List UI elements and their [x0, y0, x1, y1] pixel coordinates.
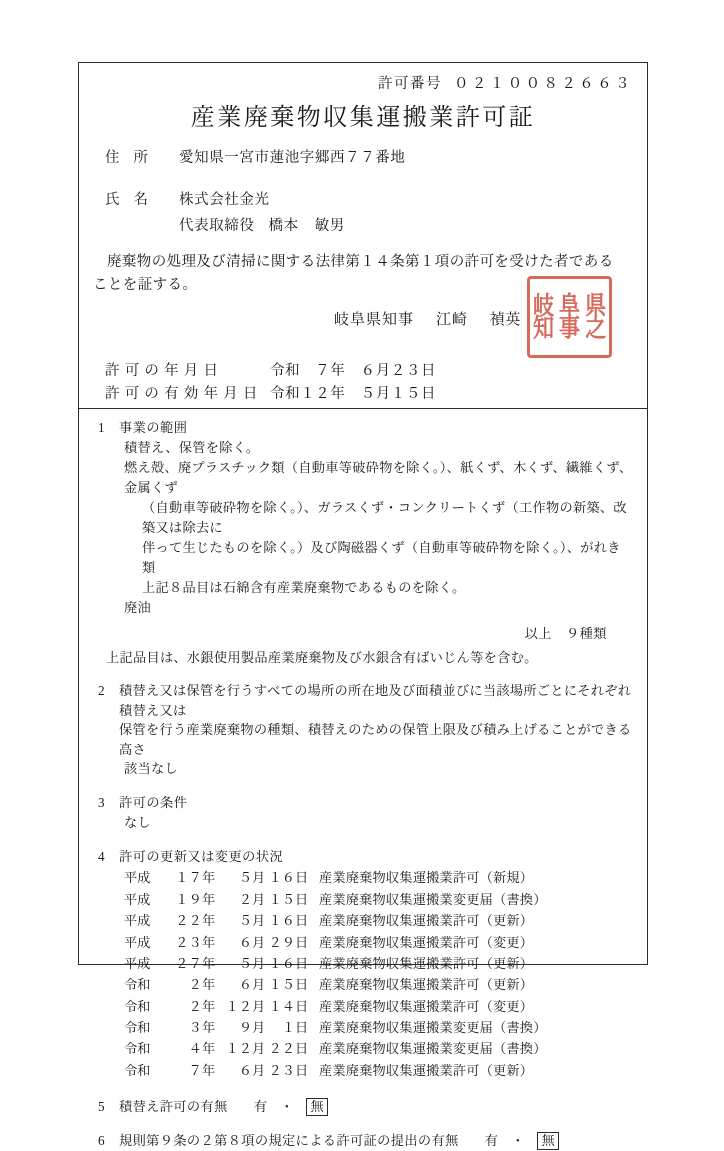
section-2-title-line-2: 保管を行う産業廃棄物の種類、積替えのための保管上限及び積み上げることができる高さ [119, 722, 632, 757]
option-separator: ・ [511, 1133, 525, 1149]
history-era: 平成 [124, 913, 151, 929]
history-year-unit: 年 [202, 1020, 216, 1036]
history-row [124, 1038, 633, 1059]
section-3-heading [93, 793, 633, 813]
history-description: 産業廃棄物収集運搬業変更届（書換） [319, 1041, 547, 1057]
history-year-unit: 年 [202, 1041, 216, 1057]
history-month: ５ [238, 870, 252, 886]
issue-date-row [105, 359, 436, 380]
history-month-unit: 月 [252, 934, 266, 950]
history-month: ９ [238, 1020, 252, 1036]
history-description: 産業廃棄物収集運搬業許可（変更） [319, 998, 534, 1014]
history-day-unit: 日 [295, 977, 309, 993]
permit-number-value: ０２１００８２６６３ [454, 76, 633, 92]
asbestos-exclusion-note: 上記８品目は石綿含有産業廃棄物であるものを除く。 [142, 579, 466, 595]
history-year-unit: 年 [202, 913, 216, 929]
history-year-unit: 年 [202, 1062, 216, 1078]
mercury-waste-note: 上記品目は、水銀使用製品産業廃棄物及び水銀含有ばいじん等を含む。 [106, 650, 538, 666]
option-yes[interactable]: 有 [253, 1099, 268, 1115]
company-name-row [105, 188, 270, 209]
history-year-unit: 年 [202, 870, 216, 886]
legal-statement: 廃棄物の処理及び清掃に関する法律第１４条第１項の許可を受けた者であることを証する。 [93, 254, 614, 294]
waste-type-total [93, 624, 633, 644]
history-day: １６ [268, 913, 295, 929]
waste-oil-item: 廃油 [124, 599, 151, 615]
history-era: 平成 [124, 891, 151, 907]
certificate-header [79, 63, 647, 409]
history-year-unit: 年 [202, 891, 216, 907]
section-5-title: 積替え許可の有無 [119, 1099, 228, 1115]
history-description: 産業廃棄物収集運搬業許可（更新） [319, 955, 534, 971]
section-1-number: 1 [98, 420, 105, 435]
history-day-unit: 日 [295, 913, 309, 929]
history-day-unit: 日 [295, 870, 309, 886]
section-1-title: 事業の範囲 [119, 420, 188, 435]
section-3-number: 3 [98, 795, 105, 811]
waste-line-3: 伴って生じたものを除く。）及び陶磁器くず（自動車等破砕物を除く。）、がれき類 [142, 539, 621, 575]
governor-title: 岐阜県知事 [334, 312, 415, 328]
seal-character: 岐 [532, 290, 554, 321]
section-5-choice-line [119, 1097, 328, 1117]
issue-date-value: 令和 ７年 ６月２３日 [270, 363, 437, 379]
history-year: ４ [188, 1041, 202, 1057]
history-day: １６ [268, 870, 295, 886]
section-permit-conditions [93, 793, 633, 833]
history-row [124, 953, 633, 974]
history-month: １２ [225, 1041, 252, 1057]
expiry-date-row [105, 382, 436, 403]
history-row [124, 1060, 633, 1081]
history-year: ３ [188, 1020, 202, 1036]
history-day: １ [281, 1020, 295, 1036]
history-row [124, 910, 633, 931]
history-era: 令和 [124, 1062, 151, 1078]
history-day-unit: 日 [295, 1062, 309, 1078]
history-year: １９ [175, 891, 202, 907]
permit-number-label: 許可番号 [378, 76, 442, 92]
history-description: 産業廃棄物収集運搬業変更届（書換） [319, 891, 547, 907]
waste-type-list [124, 458, 633, 578]
history-year: ７ [188, 1062, 202, 1078]
address-value: 愛知県一宮市蓮池字郷西７７番地 [179, 150, 406, 166]
history-month: ６ [238, 934, 252, 950]
governor-signature-line [334, 308, 521, 329]
governor-given-name: 禎英 [489, 312, 522, 328]
section-5-number: 5 [98, 1099, 105, 1115]
option-no[interactable]: 無 [306, 1098, 328, 1117]
history-year: ２２ [175, 913, 202, 929]
option-yes[interactable]: 有 [484, 1133, 499, 1149]
total-label: 以上 [524, 625, 552, 641]
history-year-unit: 年 [202, 998, 216, 1014]
history-year-unit: 年 [202, 934, 216, 950]
history-month: １２ [225, 998, 252, 1014]
history-era: 平成 [124, 955, 151, 971]
section-6-choice-line [119, 1131, 559, 1151]
history-day: ２３ [268, 1062, 295, 1078]
seal-character: 事 [559, 312, 580, 343]
option-separator: ・ [280, 1099, 294, 1115]
address-row [105, 146, 406, 167]
history-day-unit: 日 [295, 1041, 309, 1057]
history-month-unit: 月 [252, 955, 266, 971]
section-6-options [485, 1131, 559, 1151]
history-month-unit: 月 [252, 913, 266, 929]
section-transfer-permit-flag [93, 1097, 633, 1117]
official-seal-stamp [527, 276, 612, 358]
section-1-body [93, 438, 633, 618]
history-year: ２ [188, 977, 202, 993]
section-6-heading [93, 1131, 633, 1151]
section-permit-history [93, 847, 633, 1082]
permit-history-list [93, 867, 633, 1081]
section-1-heading [93, 418, 633, 438]
seal-character: 知 [532, 312, 554, 343]
history-year: ２７ [175, 955, 202, 971]
history-row [124, 974, 633, 995]
section-4-heading [93, 847, 633, 867]
address-label: 住所 [105, 150, 162, 166]
seal-character: 県 [585, 290, 607, 321]
page-title: 産業廃棄物収集運搬業許可証 [190, 105, 536, 131]
history-description: 産業廃棄物収集運搬業許可（更新） [319, 913, 534, 929]
history-day-unit: 日 [295, 891, 309, 907]
history-description: 産業廃棄物収集運搬業許可（更新） [319, 977, 534, 993]
representative-title: 代表取締役 [179, 218, 255, 234]
company-name-value: 株式会社金光 [179, 192, 270, 208]
history-month: ５ [238, 955, 252, 971]
history-year-unit: 年 [202, 955, 216, 971]
history-era: 平成 [124, 934, 151, 950]
history-month-unit: 月 [252, 1041, 266, 1057]
history-day: １４ [268, 998, 295, 1014]
representative-family-name: 橋本 [268, 218, 299, 234]
history-era: 平成 [124, 870, 151, 886]
section-5-heading [93, 1097, 633, 1117]
section-2-number: 2 [98, 683, 105, 699]
permit-number-row [378, 72, 633, 93]
history-day: ２９ [268, 934, 295, 950]
history-description: 産業廃棄物収集運搬業許可（更新） [319, 1062, 534, 1078]
section-5-options [254, 1097, 328, 1117]
history-description: 産業廃棄物収集運搬業許可（新規） [319, 870, 534, 886]
exclusion-note: 積替え、保管を除く。 [124, 439, 260, 455]
history-day-unit: 日 [295, 998, 309, 1014]
section-4-number: 4 [98, 848, 105, 864]
history-era: 令和 [124, 998, 151, 1014]
expiry-date-value: 令和１２年 ５月１５日 [270, 386, 437, 402]
section-3-title: 許可の条件 [119, 795, 188, 811]
history-year-unit: 年 [202, 977, 216, 993]
history-era: 令和 [124, 1041, 151, 1057]
waste-line-2: （自動車等破砕物を除く。）、ガラスくず・コンクリートくず（工作物の新築、改築又は除去に [142, 499, 627, 535]
section-4-title: 許可の更新又は変更の状況 [119, 848, 284, 864]
certificate-frame [78, 62, 648, 1149]
history-month-unit: 月 [252, 891, 266, 907]
history-day: １５ [268, 977, 295, 993]
history-era: 令和 [124, 1020, 151, 1036]
history-era: 令和 [124, 977, 151, 993]
history-month: ２ [238, 891, 252, 907]
history-year: ２３ [175, 934, 202, 950]
history-year: １７ [175, 870, 202, 886]
history-month-unit: 月 [252, 870, 266, 886]
history-row [124, 867, 633, 888]
representative-row [179, 214, 345, 235]
history-day: １５ [268, 891, 295, 907]
certificate-body [79, 409, 647, 1149]
history-day-unit: 日 [295, 1020, 309, 1036]
history-month-unit: 月 [252, 1020, 266, 1036]
history-row [124, 932, 633, 953]
seal-character: 之 [585, 312, 607, 343]
history-month: ５ [238, 913, 252, 929]
history-row [124, 996, 633, 1017]
representative-given-name: 敏男 [314, 218, 345, 234]
section-6-number: 6 [98, 1133, 105, 1149]
history-month-unit: 月 [252, 998, 266, 1014]
history-month-unit: 月 [252, 1062, 266, 1078]
expiry-date-label: 許可の有効年月日 [105, 386, 263, 402]
governor-family-name: 江崎 [436, 312, 468, 328]
history-month: ６ [238, 1062, 252, 1078]
history-row [124, 889, 633, 910]
company-name-label: 氏名 [105, 192, 162, 208]
history-day: １６ [268, 955, 295, 971]
history-month: ６ [238, 977, 252, 993]
seal-character: 阜 [559, 290, 580, 321]
history-day-unit: 日 [295, 934, 309, 950]
history-day: ２２ [268, 1041, 295, 1057]
section-3-body: なし [124, 814, 151, 830]
section-2-body: 該当なし [124, 761, 178, 777]
section-2-title-line-1: 積替え又は保管を行うすべての場所の所在地及び面積並びに当該場所ごとにそれぞれ積替え又は [119, 683, 632, 718]
section-transfer-storage [93, 681, 633, 779]
section-permit-submission-flag [93, 1131, 633, 1151]
option-no[interactable]: 無 [537, 1132, 559, 1151]
issue-date-label: 許可の年月日 [105, 363, 224, 379]
history-row [124, 1017, 633, 1038]
section-2-title [119, 681, 633, 759]
history-month-unit: 月 [252, 977, 266, 993]
section-6-title: 規則第９条の２第８項の規定による許可証の提出の有無 [119, 1133, 459, 1149]
section-business-scope [93, 418, 633, 668]
history-description: 産業廃棄物収集運搬業変更届（書換） [319, 1020, 547, 1036]
history-year: ２ [188, 998, 202, 1014]
section-2-heading [93, 681, 633, 759]
history-day-unit: 日 [295, 955, 309, 971]
waste-line-1: 燃え殻、廃プラスチック類（自動車等破砕物を除く。）、紙くず、木くず、繊維くず、金属くず [124, 459, 633, 495]
total-value: ９種類 [565, 625, 607, 641]
history-description: 産業廃棄物収集運搬業許可（変更） [319, 934, 534, 950]
